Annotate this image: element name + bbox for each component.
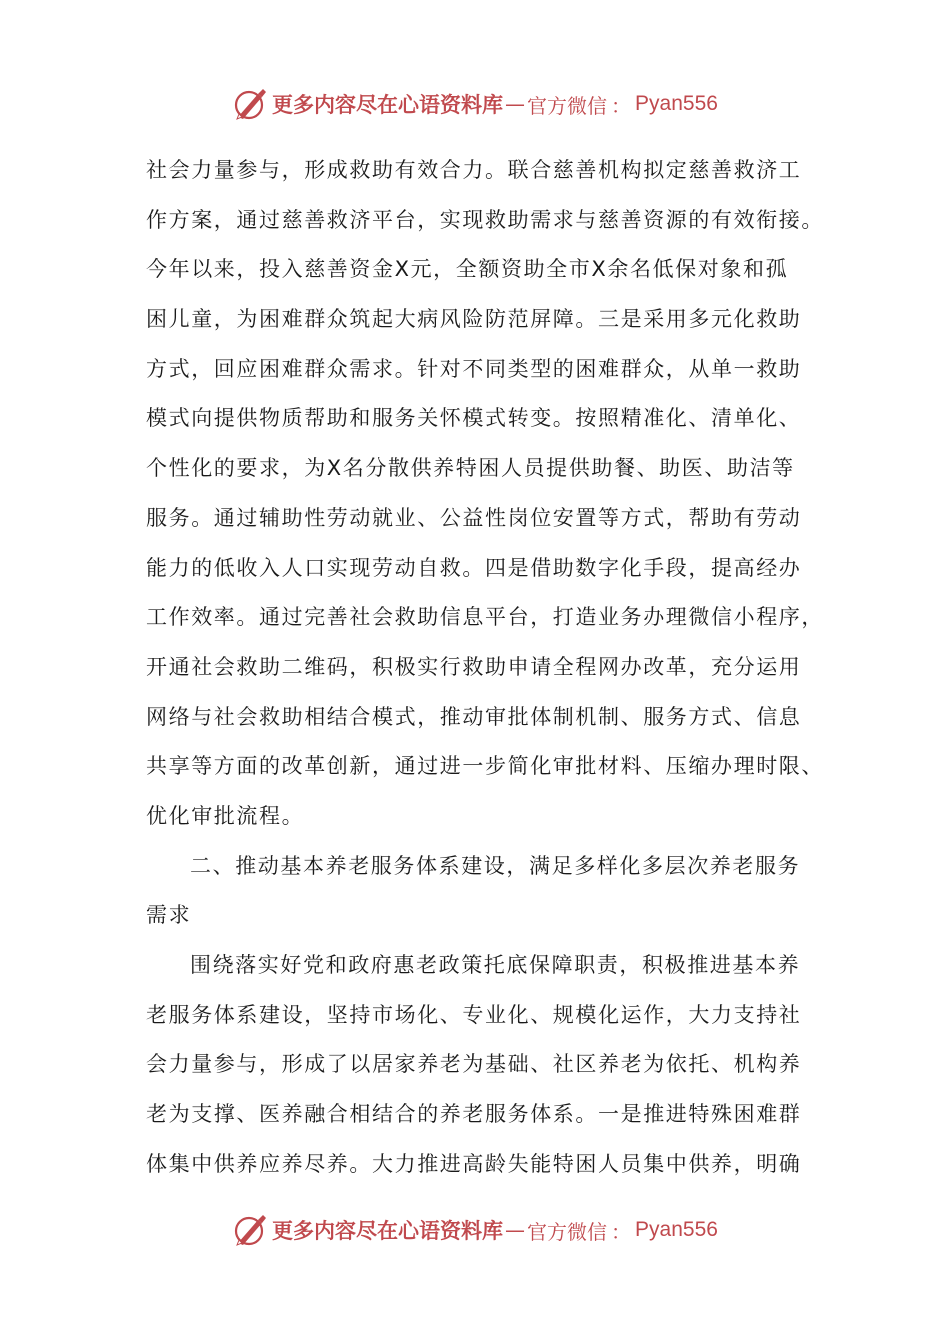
text-line: 社会力量参与，形成救助有效合力。联合慈善机构拟定慈善救济工 [146, 158, 802, 182]
banner-dash: — [505, 1218, 526, 1242]
header-watermark-banner [0, 84, 950, 124]
banner-wechat-label: 官方微信 [527, 1219, 608, 1244]
banner-wechat-label: 官方微信 [527, 93, 608, 118]
text-line: 优化审批流程。 [146, 803, 305, 828]
section-heading-continued: 需求 [146, 903, 192, 928]
text-line: 能力的低收入人口实现劳动自救。四是借助数字化手段，提高经办 [146, 555, 802, 580]
banner-account: Pyan556 [635, 92, 718, 115]
text-line: 工作效率。通过完善社会救助信息平台，打造业务办理微信小程序， [146, 605, 824, 630]
text-line: 个性化的要求，为X名分散供养特困人员提供助餐、助医、助洁等 [146, 456, 795, 481]
footer-watermark-banner [0, 1210, 950, 1250]
section-heading: 二、推动基本养老服务体系建设，满足多样化多层次养老服务 [190, 853, 801, 878]
text-line: 共享等方面的改革创新，通过进一步简化审批材料、压缩办理时限、 [146, 754, 824, 779]
text-line: 方式，回应困难群众需求。针对不同类型的困难群众，从单一救助 [146, 356, 802, 381]
text-line: 网络与社会救助相结合模式，推动审批体制机制、服务方式、信息 [146, 704, 802, 729]
text-line: 老为支撑、医养融合相结合的养老服务体系。一是推进特殊困难群 [146, 1102, 802, 1127]
text-line: 老服务体系建设，坚持市场化、专业化、规模化运作，大力支持社 [146, 1002, 802, 1027]
banner-colon: ： [611, 93, 632, 118]
banner-colon: ： [611, 1219, 632, 1244]
text-line: 体集中供养应养尽养。大力推进高龄失能特困人员集中供养，明确 [146, 1151, 802, 1176]
text-line: 作方案，通过慈善救济平台，实现救助需求与慈善资源的有效衔接。 [146, 207, 824, 232]
document-body [146, 146, 826, 1189]
text-line: 会力量参与，形成了以居家养老为基础、社区养老为依托、机构养 [146, 1052, 802, 1077]
paragraph-start: 围绕落实好党和政府惠老政策托底保障职责，积极推进基本养 [190, 953, 801, 977]
text-line: 困儿童，为困难群众筑起大病风险防范屏障。三是采用多元化救助 [146, 307, 802, 332]
text-line: 开通社会救助二维码，积极实行救助申请全程网办改革，充分运用 [146, 654, 802, 679]
pen-logo-icon [232, 86, 268, 122]
banner-account: Pyan556 [635, 1218, 718, 1241]
text-line: 服务。通过辅助性劳动就业、公益性岗位安置等方式，帮助有劳动 [146, 505, 802, 530]
pen-logo-icon [232, 1212, 268, 1248]
banner-title: 更多内容尽在心语资料库 [272, 1218, 504, 1243]
text-line: 今年以来，投入慈善资金X元，全额资助全市X余名低保对象和孤 [146, 257, 789, 282]
banner-title: 更多内容尽在心语资料库 [272, 92, 504, 117]
banner-dash: — [505, 92, 526, 116]
text-line: 模式向提供物质帮助和服务关怀模式转变。按照精准化、清单化、 [146, 406, 802, 431]
